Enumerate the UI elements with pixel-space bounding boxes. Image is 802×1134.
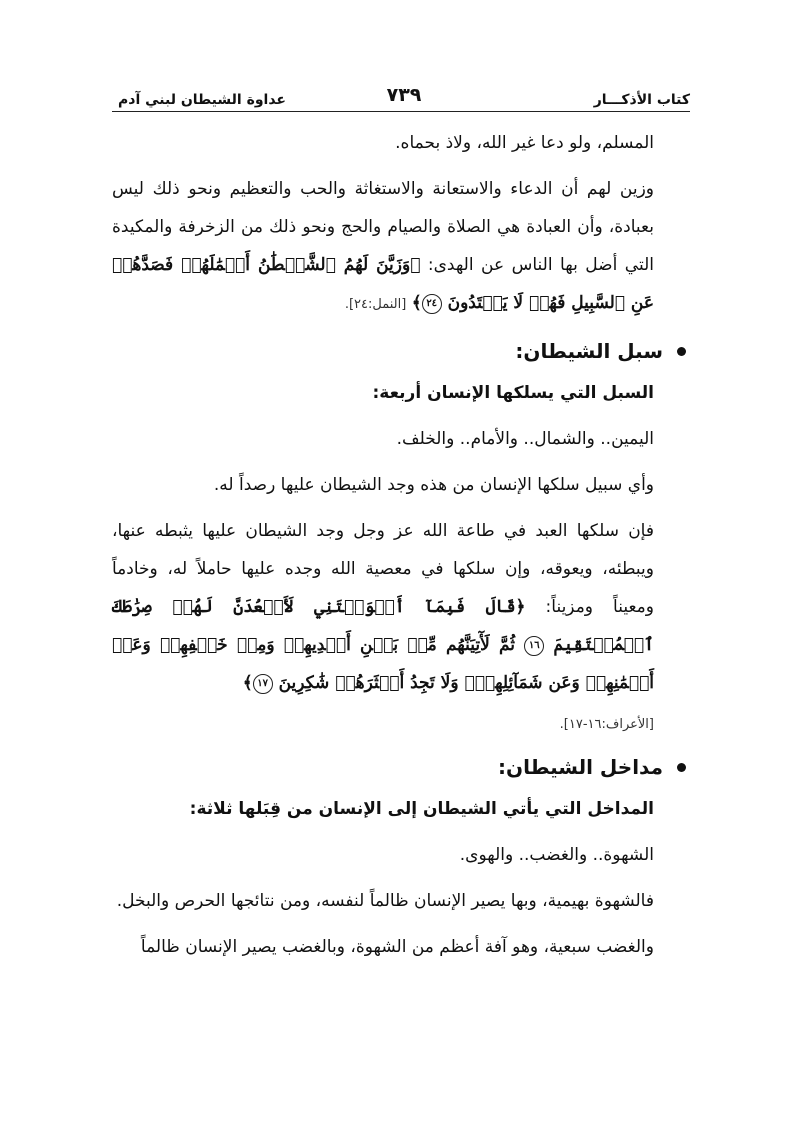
ayah-number-marker: ٢٤ (422, 294, 442, 314)
page-body (112, 124, 663, 974)
ayah-number-marker: ١٧ (253, 674, 273, 694)
paragraph-7: فالشهوة بهيمية، وبها يصير الإنسان ظالماً لنفسه، ومن نتائجها الحرص والبخل. (116, 891, 654, 911)
section-heading-text: سبل الشيطان: (515, 339, 663, 363)
paragraph-5-text: فإن سلكها العبد في طاعة الله عز وجل وجد الشيطان عليها يثبطه عنها، ويبطئه، ويعوقه، وإن سلكها في معصية الله وجده عليها حاملاً له، وخادماً ومعيناً ومزيناً: (112, 521, 654, 617)
paragraph-1: المسلم، ولو دعا غير الله، ولاذ بحماه. (395, 133, 654, 153)
verse-reference: [الأعراف:١٦-١٧]. (559, 717, 654, 732)
page-number: ٧٣٩ (386, 84, 422, 106)
quran-close-bracket: ﴾ (242, 673, 253, 693)
book-title: كتاب الأذكـــار (593, 92, 690, 108)
section-heading-text: مداخل الشيطان: (498, 755, 663, 779)
page-header (118, 78, 690, 108)
quran-verse-16: ﴿قَالَ فَبِمَآ أَغۡوَيۡتَنِي لَأَقۡعُدَنَّ لَهُمۡ صِرَٰطَكَ ٱلۡمُسۡتَقِيمَ (112, 597, 655, 655)
section-heading-paths (112, 332, 686, 370)
quran-verse-text: ﴿وَزَيَّنَ لَهُمُ ٱلشَّيۡطَٰنُ أَعۡمَٰلَهُمۡ فَصَدَّهُمۡ عَنِ ٱلسَّبِيلِ فَهُمۡ لَا يَهۡتَدُونَ (112, 255, 654, 313)
chapter-title: عداوة الشيطان لبني آدم (118, 92, 286, 108)
paragraph-2 (112, 170, 654, 324)
paragraph-3: اليمين.. والشمال.. والأمام.. والخلف. (396, 429, 654, 449)
subheading-paths: السبل التي يسلكها الإنسان أربعة: (372, 383, 654, 403)
subheading-entrances: المداخل التي يأتي الشيطان إلى الإنسان من قِبَلها ثلاثة: (189, 799, 654, 819)
verse-reference: [النمل:٢٤]. (344, 297, 407, 312)
ayah-number-marker: ١٦ (524, 636, 544, 656)
bullet-icon (677, 347, 686, 356)
bullet-icon (677, 763, 686, 772)
paragraph-5 (112, 512, 654, 702)
paragraph-6: الشهوة.. والغضب.. والهوى. (459, 845, 654, 865)
paragraph-8: والغضب سبعية، وهو آفة أعظم من الشهوة، وبالغضب يصير الإنسان ظالماً (140, 937, 654, 957)
paragraph-4: وأي سبيل سلكها الإنسان من هذه وجد الشيطان عليها رصداً له. (213, 475, 654, 495)
paragraph-2-text: وزين لهم أن الدعاء والاستعانة والاستغاثة والحب والتعظيم ونحو ذلك ليس بعبادة، وأن العبادة هي الصلاة والصيام والحج ونحو ذلك من الزخرفة والمكيدة التي أضل بها الناس عن الهدى: (112, 179, 654, 275)
header-divider (112, 111, 690, 112)
section-heading-entrances (112, 748, 686, 786)
quran-verse-17: ثُمَّ لَأٓتِيَنَّهُم مِّنۢ بَيۡنِ أَيۡدِيهِمۡ وَمِنۡ خَلۡفِهِمۡ وَعَنۡ أَيۡمَٰنِهِمۡ وَعَن شَمَآئِلِهِمۡۖ وَلَا تَجِدُ أَكۡثَرَهُمۡ شَٰكِرِينَ (112, 635, 654, 693)
quran-close-bracket: ﴾ (411, 293, 422, 313)
